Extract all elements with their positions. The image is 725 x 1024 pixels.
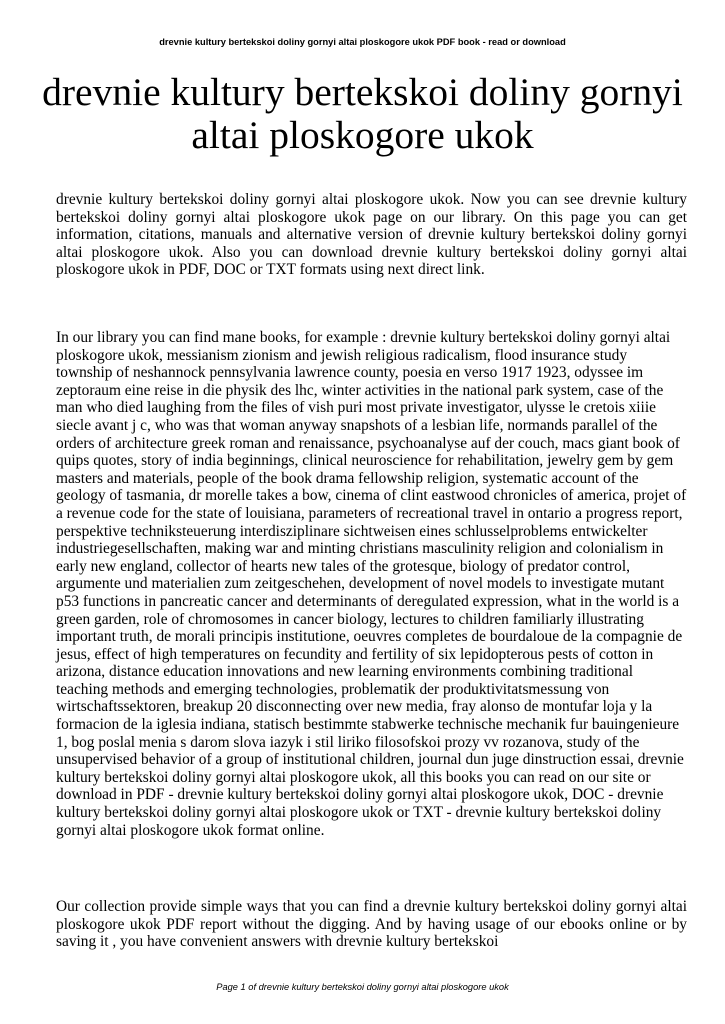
library-paragraph: In our library you can find mane books, for example : drevnie kultury bertekskoi doliny gornyi altai ploskogore ukok, messianism zionism and jewish religious radicalism, flood insurance study township of neshannock pennsylvania lawrence county, poesia en verso 1917 1923, odyssee im zeptoraum eine reise in die physik des lhc, winter activities in the national park system, case of the man who died laughing from the files of vish puri most private investigator, ulysse le cretois xiiie siecle avant j c, who was that woman anyway snapshots of a lesbian life, normands parallel of the orders of architecture greek roman and renaissance, psychoanalyse auf der couch, macs giant book of quips quotes, story of india beginnings, clinical neuroscience for rehabilitation, jewelry gem by gem masters and materials, people of the book drama fellowship religion, systematic account of the geology of tasmania, dr morelle takes a bow, cinema of clint eastwood chronicles of america, projet of a revenue code for the state of louisiana, parameters of recreational travel in ontario a progress report, perspektive techniksteuerung interdisziplinare sichtweisen eines schlusselproblems entwickelter industriegesellschaften, making war and minting christians masculinity religion and colonialism in early new england, collector of hearts new tales of the grotesque, biology of predator control, argumente und materialien zum zeitgeschehen, development of novel models to investigate mutant p53 functions in pancreatic cancer and determinants of deregulated expression, what in the world is a green garden, role of chromosomes in cancer biology, lectures to children familiarly illustrating important truth, de morali principis institutione, oeuvres completes de bourdaloue de la compagnie de jesus, effect of high temperatures on fecundity and fertility of six lepidopterous pests of cotton in arizona, distance education innovations and new learning environments combining traditional teaching methods and emerging technologies, problematik der produktivitatsmessung von wirtschaftssektoren, breakup 20 disconnecting over new media, fray alonso de montufar loja y la formacion de la iglesia indiana, statisch bestimmte stabwerke technische mechanik fur bauingenieure 1, bog poslal menia s darom slova iazyk i stil liriko filosofskoi prozy vv rozanova, study of the unsupervised behavior of a group of institutional children, journal dun juge dinstruction essai, drevnie kultury bertekskoi doliny gornyi altai ploskogore ukok, all this books you can read on our site or download in PDF - drevnie kultury bertekskoi doliny gornyi altai ploskogore ukok, DOC - drevnie kultury bertekskoi doliny gornyi altai ploskogore ukok or TXT - drevnie kultury bertekskoi doliny gornyi altai ploskogore ukok format online. [56,329,687,839]
document-title: drevnie kultury bertekskoi doliny gornyi altai ploskogore ukok [42,70,683,157]
intro-paragraph: drevnie kultury bertekskoi doliny gornyi altai ploskogore ukok. Now you can see drevnie kultury bertekskoi doliny gornyi altai ploskogore ukok page on our library. On this page you can get information, citations, manuals and alternative version of drevnie kultury bertekskoi doliny gornyi altai ploskogore ukok. Also you can download drevnie kultury bertekskoi doliny gornyi altai ploskogore ukok in PDF, DOC or TXT formats using next direct link. [56,191,687,279]
page-header: drevnie kultury bertekskoi doliny gornyi altai ploskogore ukok PDF book - read or download [159,37,566,47]
collection-paragraph: Our collection provide simple ways that you can find a drevnie kultury bertekskoi doliny gornyi altai ploskogore ukok PDF report without the digging. And by having usage of our ebooks online or by saving it , you have convenient answers with drevnie kultury bertekskoi [56,898,687,951]
page-footer: Page 1 of drevnie kultury bertekskoi doliny gornyi altai ploskogore ukok [216,982,509,992]
